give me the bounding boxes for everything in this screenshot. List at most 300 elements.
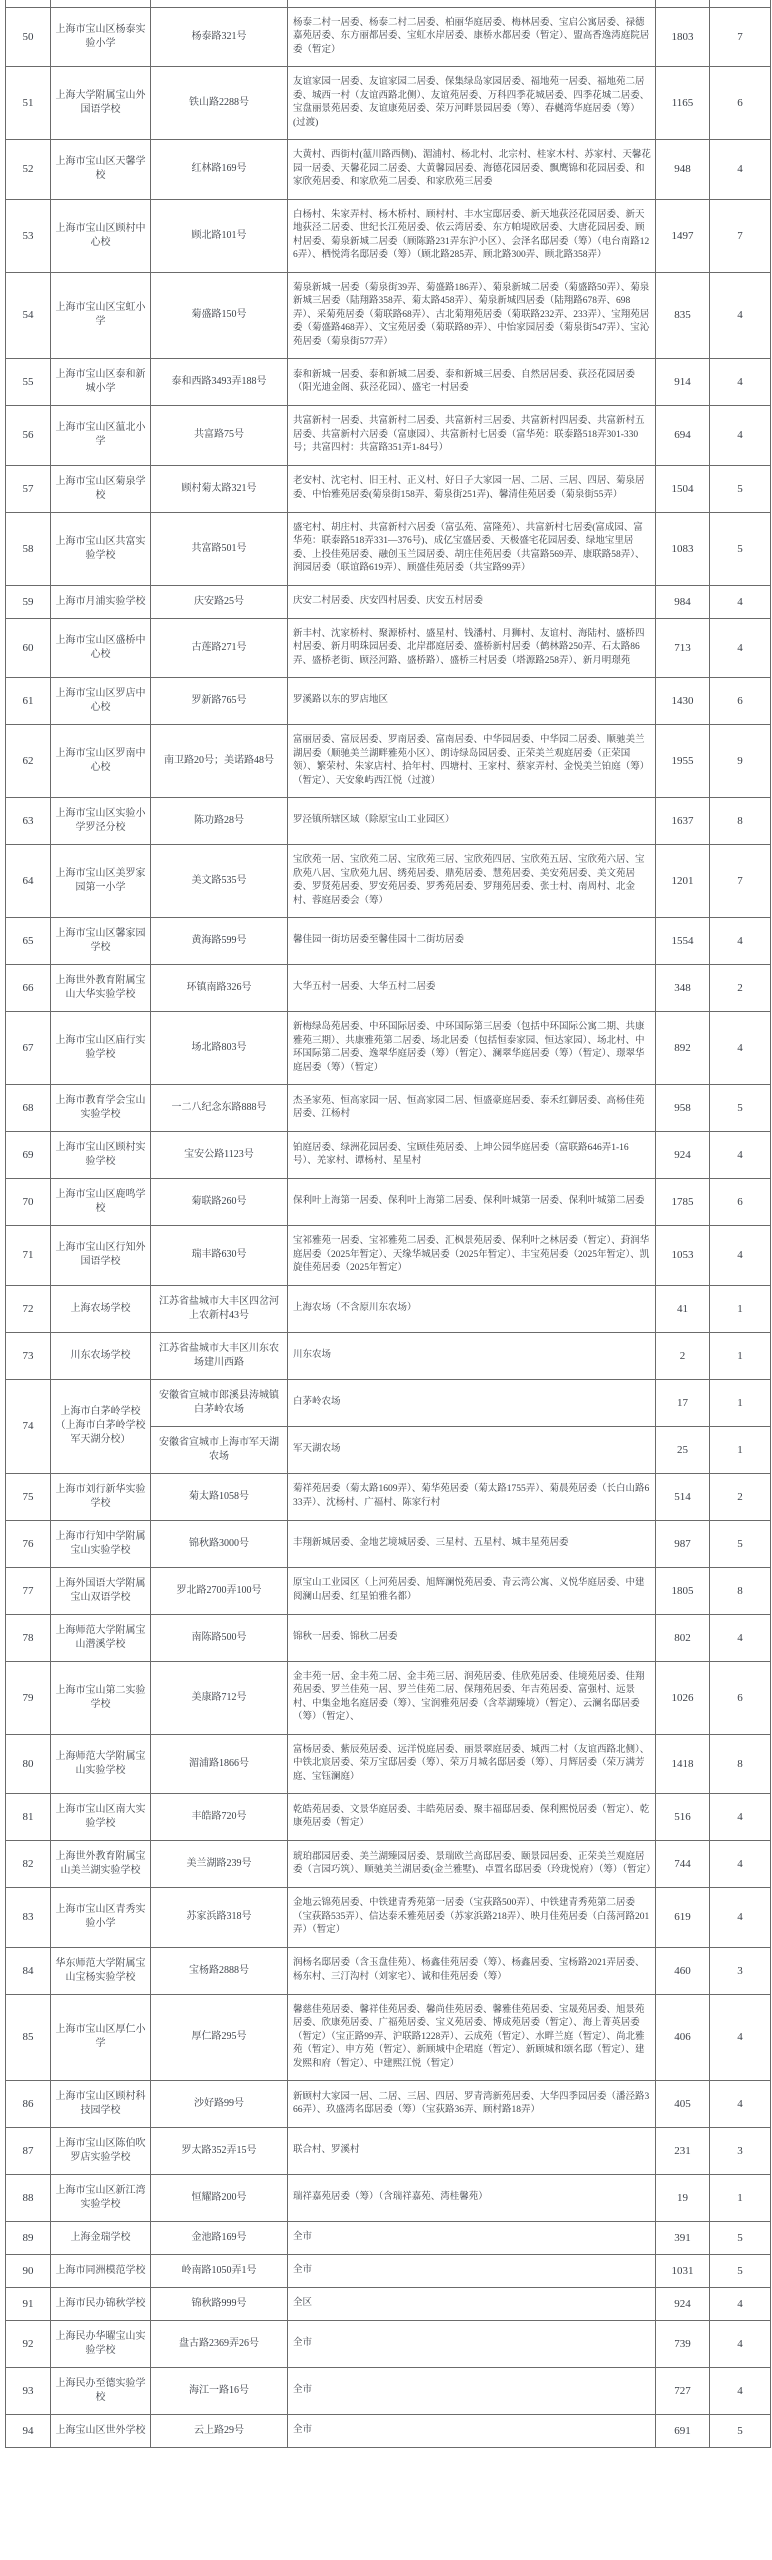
row-number-cell: 65	[6, 918, 51, 965]
service-area-cell: 友谊家园一居委、友谊家园二居委、保集绿岛家园居委、福地苑一居委、福地苑二居委、城西一村（友谊西路北侧）、友谊苑居委、万科四季花城居委、四季花城二居委、宝盘丽景苑居委、友谊康苑居委、荣万河畔景园居委（筹）、春樾湾华庭居委（筹）(过渡)	[288, 67, 656, 140]
table-row	[6, 1888, 771, 1948]
row-number-cell: 73	[6, 1332, 51, 1379]
school-name-cell: 上海市宝山区泰和新城小学	[51, 359, 151, 406]
count1-cell: 802	[656, 1614, 710, 1661]
address-cell: 铁山路2288号	[151, 67, 288, 140]
row-number-cell: 55	[6, 359, 51, 406]
address-cell: 岭南路1050弄1号	[151, 2255, 288, 2288]
count1-cell: 987	[656, 1520, 710, 1567]
address-cell: 共富路501号	[151, 512, 288, 585]
school-name-cell: 上海市白茅岭学校（上海市白茅岭学校军天湖分校）	[51, 1379, 151, 1473]
table-row	[6, 2128, 771, 2175]
school-name-cell: 上海市同洲模范学校	[51, 2255, 151, 2288]
row-number-cell	[6, 0, 51, 7]
table-row	[6, 585, 771, 618]
row-number-cell: 67	[6, 1012, 51, 1085]
address-cell: 红林路169号	[151, 140, 288, 200]
address-cell: 美文路535号	[151, 845, 288, 918]
count2-cell: 4	[710, 140, 771, 200]
count1-cell: 348	[656, 965, 710, 1012]
school-name-cell: 上海市宝山区厚仁小学	[51, 1994, 151, 2081]
table-row	[6, 67, 771, 140]
school-name-cell: 上海市宝山区实验小学罗泾分校	[51, 798, 151, 845]
table-row	[6, 2255, 771, 2288]
count1-cell: 406	[656, 1994, 710, 2081]
school-name-cell: 上海市民办锦秋学校	[51, 2288, 151, 2321]
count1-cell: 1165	[656, 67, 710, 140]
service-area-cell: 富杨居委、紫辰苑居委、远洋悦庭居委、丽景翠庭居委、城西二村（友谊西路北侧）、中铁北宸居委、荣万宝邸居委（筹）、荣万月城名邸居委（筹）、月辉居委（荣万满芳庭、宝钰澜庭）	[288, 1734, 656, 1794]
address-cell: 云上路29号	[151, 2415, 288, 2448]
count2-cell: 4	[710, 2081, 771, 2128]
count1-cell: 1554	[656, 918, 710, 965]
service-area-cell: 杰圣家苑、恒高家园一居、恒高家园二居、恒盛豪庭居委、泰禾红御居委、高杨佳苑居委、江杨村	[288, 1085, 656, 1132]
row-number-cell: 66	[6, 965, 51, 1012]
service-area-cell: 白杨村、朱家弄村、杨木桥村、顾村村、丰水宝邸居委、新天地荻泾花园居委、新天地荻泾二居委、世纪长江苑居委、依云湾居委、东方帕堤欧居委、大唐花园居委、顾村居委、菊泉新城二居委（顾陈路231弄东沪小区）、会泽名邸居委（筹）（电台南路126弄）、栖悦湾名邸居委（筹）（顾北路285弄、顾北路300弄、顾北路358弄）	[288, 199, 656, 272]
school-name-cell: 上海市宝山区天馨学校	[51, 140, 151, 200]
service-area-cell: 瑞祥嘉苑居委（筹）（含瑞祥嘉苑、湾桂馨苑）	[288, 2175, 656, 2222]
table-row	[6, 7, 771, 67]
row-number-cell: 83	[6, 1888, 51, 1948]
address-cell: 盘古路2369弄26号	[151, 2321, 288, 2368]
count1-cell: 1637	[656, 798, 710, 845]
count2-cell: 1	[710, 2175, 771, 2222]
school-name-cell: 上海市宝山区杨泰实验小学	[51, 7, 151, 67]
count1-cell: 1026	[656, 1661, 710, 1734]
service-area-cell: 军天湖农场	[288, 1426, 656, 1473]
count2-cell: 3	[710, 2128, 771, 2175]
table-row	[6, 1947, 771, 1994]
row-number-cell: 58	[6, 512, 51, 585]
school-name-cell: 上海师范大学附属宝山潜溪学校	[51, 1614, 151, 1661]
row-number-cell: 84	[6, 1947, 51, 1994]
service-area-cell: 宝祁雅苑一居委、宝祁雅苑二居委、汇枫景苑居委、保利叶之林居委（暂定）、葑润华庭居委（2025年暂定）、天缘华城居委（2025年暂定）、丰宝苑居委（2025年暂定）、凯旋佳苑居委（2025年暂定）	[288, 1226, 656, 1286]
count1-cell: 25	[656, 1426, 710, 1473]
count2-cell: 5	[710, 2255, 771, 2288]
row-number-cell: 62	[6, 725, 51, 798]
row-number-cell: 69	[6, 1132, 51, 1179]
service-area-cell	[288, 0, 656, 7]
count1-cell: 1031	[656, 2255, 710, 2288]
count1-cell: 405	[656, 2081, 710, 2128]
count2-cell: 1	[710, 1379, 771, 1426]
address-cell: 锦秋路3000号	[151, 1520, 288, 1567]
service-area-cell: 锦秋一居委、锦秋二居委	[288, 1614, 656, 1661]
school-name-cell: 上海市宝山区菊泉学校	[51, 465, 151, 512]
row-number-cell: 81	[6, 1794, 51, 1841]
table-row	[6, 272, 771, 359]
count2-cell: 4	[710, 1888, 771, 1948]
count2-cell: 4	[710, 406, 771, 466]
address-cell: 安徽省宣城市上海市军天湖农场	[151, 1426, 288, 1473]
address-cell	[151, 0, 288, 7]
count1-cell: 1805	[656, 1567, 710, 1614]
count1-cell: 1430	[656, 678, 710, 725]
count1-cell: 514	[656, 1473, 710, 1520]
address-cell: 罗新路765号	[151, 678, 288, 725]
count1-cell: 1504	[656, 465, 710, 512]
service-area-cell: 罗泾镇所辖区域（除原宝山工业园区）	[288, 798, 656, 845]
count2-cell: 1	[710, 1426, 771, 1473]
address-cell: 苏家浜路318号	[151, 1888, 288, 1948]
school-name-cell: 上海民办华曜宝山实验学校	[51, 2321, 151, 2368]
row-number-cell: 51	[6, 67, 51, 140]
count1-cell: 1201	[656, 845, 710, 918]
count2-cell: 5	[710, 465, 771, 512]
address-cell: 陈功路28号	[151, 798, 288, 845]
table-row	[6, 965, 771, 1012]
service-area-cell: 富丽居委、富辰居委、罗南居委、富南居委、中华园居委、中华园二居委、顺驰美兰湖居委（顺驰美兰湖畔雅苑小区）、朗诗绿岛园居委、正荣美兰观庭居委（正荣国领）、繁荣村、朱家店村、拾年村、四塘村、王家村、蔡家弄村、金悦美兰铂庭（筹）（暂定）、天安象屿西江悦（过渡）	[288, 725, 656, 798]
table-row	[6, 1332, 771, 1379]
address-cell: 菊太路1058号	[151, 1473, 288, 1520]
table-row	[6, 798, 771, 845]
address-cell: 南卫路20号；美诺路48号	[151, 725, 288, 798]
address-cell: 沙好路99号	[151, 2081, 288, 2128]
row-number-cell: 53	[6, 199, 51, 272]
count1-cell: 2	[656, 1332, 710, 1379]
address-cell: 瑞丰路630号	[151, 1226, 288, 1286]
address-cell: 南陈路500号	[151, 1614, 288, 1661]
count2-cell: 4	[710, 1614, 771, 1661]
table-body	[6, 0, 771, 2448]
service-area-cell: 全市	[288, 2222, 656, 2255]
school-name-cell: 上海市宝山区南大实验学校	[51, 1794, 151, 1841]
address-cell: 海江一路16号	[151, 2368, 288, 2415]
count2-cell: 7	[710, 199, 771, 272]
count1-cell: 727	[656, 2368, 710, 2415]
school-name-cell	[51, 0, 151, 7]
count2-cell: 6	[710, 1661, 771, 1734]
row-number-cell: 85	[6, 1994, 51, 2081]
service-area-cell: 铂庭居委、绿洲花园居委、宝顾佳苑居委、上坤公园华庭居委（富联路646弄1-16号）、羌家村、谭杨村、星星村	[288, 1132, 656, 1179]
count1-cell: 231	[656, 2128, 710, 2175]
count2-cell: 2	[710, 965, 771, 1012]
count1-cell: 691	[656, 2415, 710, 2448]
count1-cell: 958	[656, 1085, 710, 1132]
table-row	[6, 199, 771, 272]
address-cell: 杨泰路321号	[151, 7, 288, 67]
school-name-cell: 上海市教育学会宝山实验学校	[51, 1085, 151, 1132]
count2-cell: 4	[710, 1841, 771, 1888]
row-number-cell: 92	[6, 2321, 51, 2368]
row-number-cell: 79	[6, 1661, 51, 1734]
count2-cell: 5	[710, 1520, 771, 1567]
table-row	[6, 359, 771, 406]
table-row	[6, 1012, 771, 1085]
row-number-cell: 75	[6, 1473, 51, 1520]
service-area-cell: 菊泉新城一居委（菊泉街39弄、菊盛路186弄）、菊泉新城二居委（菊盛路50弄）、菊泉新城三居委（陆翔路358弄、菊太路458弄）、菊泉新城四居委（陆翔路678弄、698弄）、采菊苑居委（菊联路68弄）、古北菊翔苑居委（菊联路232弄、233弄）、宝翔苑居委（菊盛路468弄）、文宝苑居委（菊联路89弄）、中怡家园居委（菊泉街547弄）、宝沁苑居委（菊泉街577弄）	[288, 272, 656, 359]
row-number-cell: 76	[6, 1520, 51, 1567]
school-name-cell: 上海市宝山区宝虹小学	[51, 272, 151, 359]
count1-cell: 914	[656, 359, 710, 406]
school-name-cell: 上海市宝山区罗店中心校	[51, 678, 151, 725]
count2-cell: 4	[710, 1132, 771, 1179]
service-area-cell: 原宝山工业园区（上河苑居委、旭辉澜悦苑居委、青云湾公寓、义悦华庭居委、中建阅澜山居委、红星铂雅名都）	[288, 1567, 656, 1614]
row-number-cell: 74	[6, 1379, 51, 1473]
table-row	[6, 1994, 771, 2081]
table-row	[6, 1520, 771, 1567]
count2-cell: 7	[710, 845, 771, 918]
school-name-cell: 上海市宝山区馨家园学校	[51, 918, 151, 965]
table-row	[6, 1734, 771, 1794]
service-area-cell: 大华五村一居委、大华五村二居委	[288, 965, 656, 1012]
service-area-cell: 老安村、沈宅村、旧王村、正义村、好日子大家园一居、二居、三居、四居、菊泉居委、中怡雅苑居委(菊泉街158弄、菊泉街251弄)、馨清佳苑居委（菊泉街55弄）	[288, 465, 656, 512]
table-row	[6, 2288, 771, 2321]
service-area-cell: 保利叶上海第一居委、保利叶上海第二居委、保利叶城第一居委、保利叶城第二居委	[288, 1179, 656, 1226]
row-number-cell: 68	[6, 1085, 51, 1132]
address-cell: 环镇南路326号	[151, 965, 288, 1012]
school-name-cell: 上海市宝山区庙行实验学校	[51, 1012, 151, 1085]
row-number-cell: 94	[6, 2415, 51, 2448]
count2-cell: 6	[710, 67, 771, 140]
school-name-cell: 上海民办至德实验学校	[51, 2368, 151, 2415]
count1-cell: 1785	[656, 1179, 710, 1226]
count2-cell: 6	[710, 678, 771, 725]
address-cell: 共富路75号	[151, 406, 288, 466]
service-area-cell: 全市	[288, 2321, 656, 2368]
school-name-cell: 上海农场学校	[51, 1285, 151, 1332]
service-area-cell: 馨佳园一街坊居委至馨佳园十二街坊居委	[288, 918, 656, 965]
count2-cell: 4	[710, 618, 771, 678]
service-area-cell: 大黄村、西街村(蕰川路西侧)、湄浦村、杨北村、北宗村、桂家木村、苏家村、天馨花园一居委、天馨花园二居委、大黄馨园居委、海德花园居委、飘鹰锦和花园居委、和家欣苑居委、和家欣苑二居委、和家欣苑三居委	[288, 140, 656, 200]
row-number-cell: 91	[6, 2288, 51, 2321]
service-area-cell: 联合村、罗溪村	[288, 2128, 656, 2175]
address-cell: 顾北路101号	[151, 199, 288, 272]
service-area-cell: 全市	[288, 2415, 656, 2448]
table-row	[6, 1567, 771, 1614]
address-cell: 黄海路599号	[151, 918, 288, 965]
count2-cell: 4	[710, 1012, 771, 1085]
school-name-cell: 上海市宝山第二实验学校	[51, 1661, 151, 1734]
service-area-cell: 共富新村一居委、共富新村二居委、共富新村三居委、共富新村四居委、共富新村五居委、共富新村六居委（富康园）、共富新村七居委（富华苑：联泰路518弄301-330号；共富四村：共富路351弄1-84号）	[288, 406, 656, 466]
count1-cell: 619	[656, 1888, 710, 1948]
count2-cell: 2	[710, 1473, 771, 1520]
row-number-cell: 61	[6, 678, 51, 725]
table-row	[6, 2368, 771, 2415]
table-row	[6, 1285, 771, 1332]
count2-cell: 4	[710, 1794, 771, 1841]
count2-cell: 8	[710, 1567, 771, 1614]
count1-cell: 694	[656, 406, 710, 466]
count2-cell: 4	[710, 272, 771, 359]
service-area-cell: 琥珀郡园居委、美兰湖臻园居委、景瑞欧兰高邸居委、颐景园居委、正荣美兰观庭居委（言园巧筑）、顺驰美兰湖居委(金兰雅墅)、卓置名邸居委（玲珑悦府）（筹）（暂定）	[288, 1841, 656, 1888]
service-area-cell: 金丰苑一居、金丰苑二居、金丰苑三居、润苑居委、佳欣苑居委、佳境苑居委、佳翔苑居委、罗兰佳苑一居、罗兰佳苑二居、保翔苑居委、年吉苑居委、富强村、远景村、中集金地名庭居委（筹）、宝润雅苑居委（含萃湖臻境）（暂定）、云澜名邸居委（筹）（暂定）、	[288, 1661, 656, 1734]
count2-cell: 7	[710, 7, 771, 67]
service-area-cell: 馨慈佳苑居委、馨祥佳苑居委、馨尚佳苑居委、馨雅佳苑居委、宝晟苑居委、旭景苑居委、欣康苑居委、广福苑居委、宝义苑居委、博成苑居委（暂定）、海上菁英居委（暂定）（宝正路99弄、沪联路1228弄）、云成苑（暂定）、水畔兰庭（暂定）、尚北雅苑（暂定）、申方苑（暂定）、新顾城中企珺庭（暂定）、新顾城和颂名邸（暂定）、建发熙和府（暂定）、中建熙江悦（暂定）	[288, 1994, 656, 2081]
row-number-cell: 71	[6, 1226, 51, 1286]
service-area-cell: 新梅绿岛苑居委、中环国际居委、中环国际第三居委（包括中环国际公寓二期、共康雅苑三期）、共康雅苑第二居委、场北居委（包括恒泰家园、恒达家园）、场北村、中环国际第二居委、逸翠华庭居委（筹）（暂定）、澜翠华庭居委（筹）（暂定）、璟翠华庭居委（筹）（暂定）	[288, 1012, 656, 1085]
count1-cell: 739	[656, 2321, 710, 2368]
service-area-cell: 新顾村大家园一居、二居、三居、四居、罗青湾新苑居委、大华四季园居委（潘泾路366弄）、玖盛湾名邸居委（筹）（宝荻路36弄、顾村路18弄）	[288, 2081, 656, 2128]
table-row	[6, 1379, 771, 1426]
school-name-cell: 上海市宝山区鹿鸣学校	[51, 1179, 151, 1226]
service-area-cell: 润杨名邸居委（含玉盘佳苑）、杨鑫佳苑居委（筹）、杨鑫居委、宝杨路2021弄居委、杨东村、三汀沟村（刘家宅）、诚和佳苑居委（筹）	[288, 1947, 656, 1994]
service-area-cell: 全市	[288, 2255, 656, 2288]
service-area-cell: 泰和新城一居委、泰和新城二居委、泰和新城三居委、自然居居委、荻泾花园居委（阳光迪金阁、荻泾花园）、盛宅一村居委	[288, 359, 656, 406]
table-row	[6, 2081, 771, 2128]
count2-cell: 4	[710, 1994, 771, 2081]
address-cell: 顾村菊太路321号	[151, 465, 288, 512]
school-name-cell: 上海市宝山区行知外国语学校	[51, 1226, 151, 1286]
count2-cell: 1	[710, 1285, 771, 1332]
count2-cell: 4	[710, 2321, 771, 2368]
school-name-cell: 上海市宝山区美罗家园第一小学	[51, 845, 151, 918]
table-row	[6, 918, 771, 965]
count2-cell: 3	[710, 1947, 771, 1994]
row-number-cell: 63	[6, 798, 51, 845]
row-number-cell: 64	[6, 845, 51, 918]
row-number-cell: 50	[6, 7, 51, 67]
table-row	[6, 2222, 771, 2255]
row-number-cell: 93	[6, 2368, 51, 2415]
cutoff-row-top	[6, 0, 771, 7]
count2-cell: 5	[710, 512, 771, 585]
count2-cell: 4	[710, 1226, 771, 1286]
count2-cell: 4	[710, 359, 771, 406]
school-name-cell: 上海市宝山区盛桥中心校	[51, 618, 151, 678]
school-name-cell: 上海大学附属宝山外国语学校	[51, 67, 151, 140]
row-number-cell: 78	[6, 1614, 51, 1661]
table-row	[6, 1179, 771, 1226]
school-name-cell: 上海市宝山区顾村科技园学校	[51, 2081, 151, 2128]
row-number-cell: 72	[6, 1285, 51, 1332]
school-name-cell: 上海市月浦实验学校	[51, 585, 151, 618]
address-cell: 金池路169号	[151, 2222, 288, 2255]
address-cell: 安徽省宣城市郎溪县涛城镇白茅岭农场	[151, 1379, 288, 1426]
school-name-cell: 上海外国语大学附属宝山双语学校	[51, 1567, 151, 1614]
school-name-cell: 上海世外教育附属宝山大华实验学校	[51, 965, 151, 1012]
school-name-cell: 上海市宝山区蕰北小学	[51, 406, 151, 466]
address-cell: 美康路712号	[151, 1661, 288, 1734]
count2-cell: 4	[710, 2368, 771, 2415]
count1-cell: 892	[656, 1012, 710, 1085]
row-number-cell: 89	[6, 2222, 51, 2255]
count2-cell: 4	[710, 918, 771, 965]
table-row	[6, 1794, 771, 1841]
table-row	[6, 2415, 771, 2448]
address-cell: 场北路803号	[151, 1012, 288, 1085]
address-cell: 锦秋路999号	[151, 2288, 288, 2321]
table-row	[6, 1085, 771, 1132]
address-cell: 一二八纪念东路888号	[151, 1085, 288, 1132]
table-row	[6, 2321, 771, 2368]
service-area-cell: 盛宅村、胡庄村、共富新村六居委（富弘苑、富隆苑）、共富新村七居委(富成园、富华苑：联泰路518弄331—376号)、成亿宝盛居委、天极盛宅花园居委、绿地宝里居委、上投佳苑居委、融创玉兰园居委、胡庄佳苑居委（共富路569弄、康联路58弄）、润园居委（联谊路619弄）、顾盛佳苑居委（共宝路99弄）	[288, 512, 656, 585]
table-row	[6, 678, 771, 725]
table-row	[6, 140, 771, 200]
count1-cell: 17	[656, 1379, 710, 1426]
service-area-cell: 丰翔新城居委、金地艺境城居委、三星村、五星村、城丰星苑居委	[288, 1520, 656, 1567]
count1-cell: 19	[656, 2175, 710, 2222]
table-row	[6, 2175, 771, 2222]
school-name-cell: 上海市宝山区新江湾实验学校	[51, 2175, 151, 2222]
service-area-cell: 庆安二村居委、庆安四村居委、庆安五村居委	[288, 585, 656, 618]
school-name-cell: 上海金瑞学校	[51, 2222, 151, 2255]
count1-cell: 516	[656, 1794, 710, 1841]
service-area-cell: 乾皓苑居委、文景华庭居委、丰皓苑居委、聚丰福邸居委、保利熙悦居委（暂定）、乾康苑居委（暂定）	[288, 1794, 656, 1841]
row-number-cell: 52	[6, 140, 51, 200]
count1-cell: 1418	[656, 1734, 710, 1794]
service-area-cell: 全区	[288, 2288, 656, 2321]
row-number-cell: 56	[6, 406, 51, 466]
count2-cell: 5	[710, 2415, 771, 2448]
count2-cell: 6	[710, 1179, 771, 1226]
count1-cell: 1083	[656, 512, 710, 585]
service-area-cell: 白茅岭农场	[288, 1379, 656, 1426]
row-number-cell: 90	[6, 2255, 51, 2288]
address-cell: 宝安公路1123号	[151, 1132, 288, 1179]
table-row	[6, 1226, 771, 1286]
table-row	[6, 406, 771, 466]
school-name-cell: 上海市宝山区青秀实验小学	[51, 1888, 151, 1948]
count1-cell: 835	[656, 272, 710, 359]
service-area-cell: 杨泰二村一居委、杨泰二村二居委、柏丽华庭居委、梅林居委、宝启公寓居委、禄德嘉苑居委、东方丽都居委、宝虹水岸居委、康桥水都居委（暂定）、盟高香逸湾庭院居委（暂定）	[288, 7, 656, 67]
count1-cell: 924	[656, 1132, 710, 1179]
count2-cell: 9	[710, 725, 771, 798]
address-cell: 恒耀路200号	[151, 2175, 288, 2222]
table-row	[6, 1132, 771, 1179]
count1-cell: 391	[656, 2222, 710, 2255]
table-row	[6, 512, 771, 585]
count1-cell: 460	[656, 1947, 710, 1994]
count1-cell: 713	[656, 618, 710, 678]
school-name-cell: 上海宝山区世外学校	[51, 2415, 151, 2448]
count2-cell	[710, 0, 771, 7]
address-cell: 厚仁路295号	[151, 1994, 288, 2081]
count1-cell: 744	[656, 1841, 710, 1888]
school-allocation-table	[5, 0, 771, 2448]
service-area-cell: 宝欣苑一居、宝欣苑二居、宝欣苑三居、宝欣苑四居、宝欣苑五居、宝欣苑六居、宝欣苑八居、宝欣苑九居、绣苑居委、鼎苑居委、慧苑居委、美安苑居委、美文苑居委、罗贤苑居委、罗安苑居委、罗秀苑居委、罗翔苑居委、张士村、南周村、北金村、蓉庭居委会（筹）	[288, 845, 656, 918]
address-cell: 菊盛路150号	[151, 272, 288, 359]
address-cell: 湄浦路1866号	[151, 1734, 288, 1794]
address-cell: 罗北路2700弄100号	[151, 1567, 288, 1614]
count2-cell: 8	[710, 1734, 771, 1794]
address-cell: 丰皓路720号	[151, 1794, 288, 1841]
row-number-cell: 86	[6, 2081, 51, 2128]
school-name-cell: 华东师范大学附属宝山宝杨实验学校	[51, 1947, 151, 1994]
service-area-cell: 川东农场	[288, 1332, 656, 1379]
count1-cell: 924	[656, 2288, 710, 2321]
school-name-cell: 上海市宝山区顾村中心校	[51, 199, 151, 272]
count1-cell: 41	[656, 1285, 710, 1332]
address-cell: 江苏省盐城市大丰区川东农场建川西路	[151, 1332, 288, 1379]
table-row	[6, 1661, 771, 1734]
row-number-cell: 70	[6, 1179, 51, 1226]
row-number-cell: 54	[6, 272, 51, 359]
count1-cell: 948	[656, 140, 710, 200]
address-cell: 江苏省盐城市大丰区四岔河上农新村43号	[151, 1285, 288, 1332]
row-number-cell: 77	[6, 1567, 51, 1614]
row-number-cell: 57	[6, 465, 51, 512]
table-row	[6, 1841, 771, 1888]
service-area-cell: 上海农场（不含原川东农场）	[288, 1285, 656, 1332]
address-cell: 菊联路260号	[151, 1179, 288, 1226]
count1-cell: 1053	[656, 1226, 710, 1286]
school-name-cell: 上海市宝山区陈伯吹罗店实验学校	[51, 2128, 151, 2175]
count2-cell: 5	[710, 1085, 771, 1132]
address-cell: 美兰湖路239号	[151, 1841, 288, 1888]
service-area-cell: 金地云锦苑居委、中铁建青秀苑第一居委（宝荻路500弄）、中铁建青秀苑第二居委（宝荻路535弄）、信达泰禾雅苑居委（苏家浜路218弄）、映月佳苑居委（白荡河路201弄）（暂定）	[288, 1888, 656, 1948]
table-row	[6, 845, 771, 918]
row-number-cell: 82	[6, 1841, 51, 1888]
count1-cell: 984	[656, 585, 710, 618]
service-area-cell: 新丰村、沈家桥村、聚源桥村、盛星村、钱潘村、月狮村、友谊村、海陆村、盛桥四村居委、新月明珠园居委、北岸郡庭居委、盛桥新村居委（鹤林路250弄、石太路86弄、盛桥老街、顾泾河路、盛桥路）、盛桥三村居委（塔源路258弄）、新月明璟苑	[288, 618, 656, 678]
table-row	[6, 1614, 771, 1661]
address-cell: 泰和西路3493弄188号	[151, 359, 288, 406]
school-name-cell: 川东农场学校	[51, 1332, 151, 1379]
count1-cell	[656, 0, 710, 7]
count2-cell: 1	[710, 1332, 771, 1379]
count2-cell: 4	[710, 2288, 771, 2321]
address-cell: 古莲路271号	[151, 618, 288, 678]
